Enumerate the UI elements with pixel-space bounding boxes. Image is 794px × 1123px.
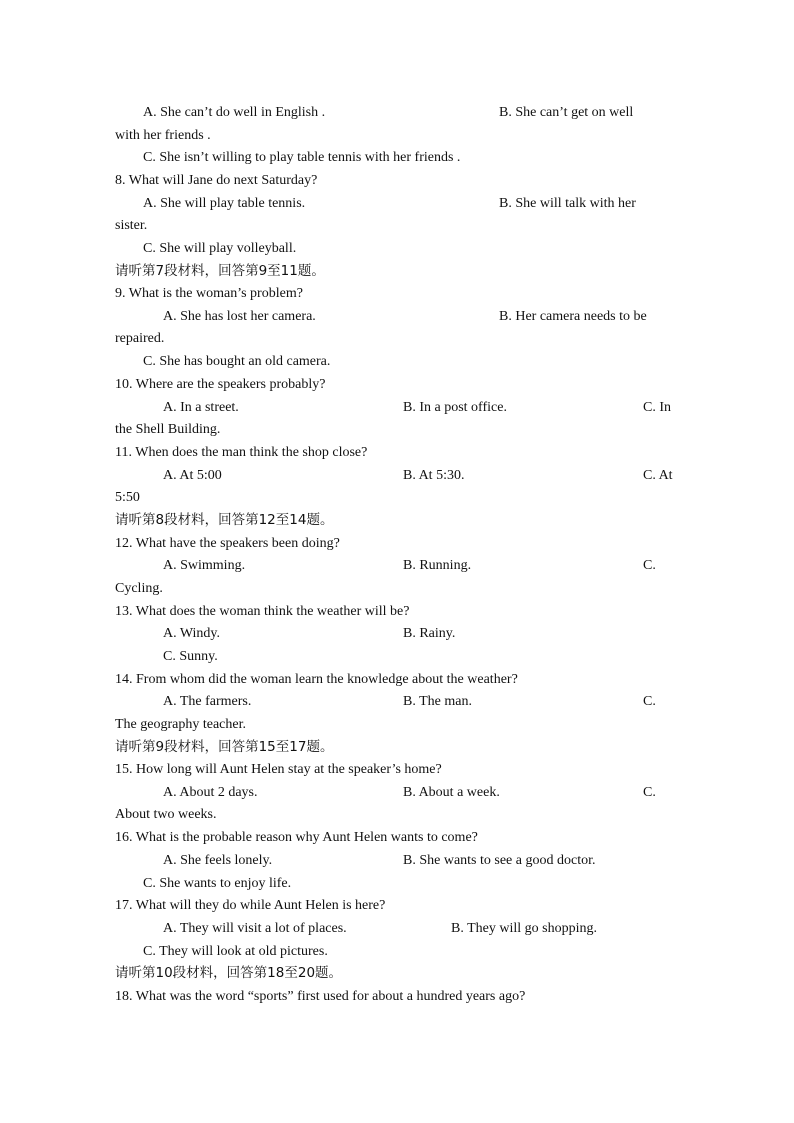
q16-option-b: B. She wants to see a good doctor.: [403, 853, 596, 868]
q12-option-a: A. Swimming.: [163, 558, 246, 573]
q15-option-c-cont: About two weeks.: [115, 807, 217, 822]
q10-option-b: B. In a post office.: [403, 400, 507, 415]
section-heading-7: 请听第7段材料，回答第9至11题。: [115, 263, 325, 279]
q13-question: 13. What does the woman think the weather will be?: [115, 604, 410, 619]
q8-option-a: A. She will play table tennis.: [143, 196, 306, 211]
q9-option-c: C. She has bought an old camera.: [143, 354, 331, 369]
q14-option-c-cont: The geography teacher.: [115, 717, 246, 732]
q18-question: 18. What was the word “sports” first used for about a hundred years ago?: [115, 989, 526, 1004]
q17-option-b: B. They will go shopping.: [451, 921, 597, 936]
section-heading-9: 请听第9段材料，回答第15至17题。: [115, 739, 334, 755]
q10-option-a: A. In a street.: [163, 400, 239, 415]
q7-option-b: B. She can’t get on well: [499, 105, 634, 120]
q15-option-c: C.: [643, 785, 656, 800]
q8-option-c: C. She will play volleyball.: [143, 241, 297, 256]
q8-option-b: B. She will talk with her: [499, 196, 636, 211]
q14-option-c: C.: [643, 694, 656, 709]
q10-option-c-cont: the Shell Building.: [115, 422, 221, 437]
section-heading-10: 请听第10段材料，回答第18至20题。: [115, 965, 343, 981]
q16-option-a: A. She feels lonely.: [163, 853, 273, 868]
q12-option-c: C.: [643, 558, 656, 573]
q17-question: 17. What will they do while Aunt Helen is here?: [115, 898, 386, 913]
q13-option-c: C. Sunny.: [163, 649, 218, 664]
q15-question: 15. How long will Aunt Helen stay at the speaker’s home?: [115, 762, 442, 777]
q12-option-c-cont: Cycling.: [115, 581, 163, 596]
q13-option-b: B. Rainy.: [403, 626, 456, 641]
q15-option-b: B. About a week.: [403, 785, 500, 800]
q10-option-c: C. In: [643, 400, 671, 415]
q12-option-b: B. Running.: [403, 558, 472, 573]
q7-option-c: C. She isn’t willing to play table tennis with her friends .: [143, 150, 461, 165]
q9-option-b-cont: repaired.: [115, 331, 165, 346]
q16-question: 16. What is the probable reason why Aunt Helen wants to come?: [115, 830, 478, 845]
q9-option-b: B. Her camera needs to be: [499, 309, 647, 324]
q12-question: 12. What have the speakers been doing?: [115, 536, 340, 551]
q17-option-c: C. They will look at old pictures.: [143, 944, 328, 959]
q11-question: 11. When does the man think the shop close?: [115, 445, 368, 460]
q9-question: 9. What is the woman’s problem?: [115, 286, 303, 301]
q17-option-a: A. They will visit a lot of places.: [163, 921, 347, 936]
section-heading-8: 请听第8段材料，回答第12至14题。: [115, 512, 334, 528]
q7-option-a: A. She can’t do well in English .: [143, 105, 326, 120]
q8-question: 8. What will Jane do next Saturday?: [115, 173, 318, 188]
q14-question: 14. From whom did the woman learn the knowledge about the weather?: [115, 672, 518, 687]
q8-option-b-cont: sister.: [115, 218, 148, 233]
q10-question: 10. Where are the speakers probably?: [115, 377, 326, 392]
q11-option-c-cont: 5:50: [115, 490, 140, 505]
q13-option-a: A. Windy.: [163, 626, 220, 641]
q11-option-c: C. At: [643, 468, 673, 483]
q15-option-a: A. About 2 days.: [163, 785, 258, 800]
q16-option-c: C. She wants to enjoy life.: [143, 876, 292, 891]
q11-option-b: B. At 5:30.: [403, 468, 465, 483]
q9-option-a: A. She has lost her camera.: [163, 309, 316, 324]
q7-option-b-cont: with her friends .: [115, 128, 211, 143]
q11-option-a: A. At 5:00: [163, 468, 222, 483]
q14-option-a: A. The farmers.: [163, 694, 252, 709]
q14-option-b: B. The man.: [403, 694, 472, 709]
